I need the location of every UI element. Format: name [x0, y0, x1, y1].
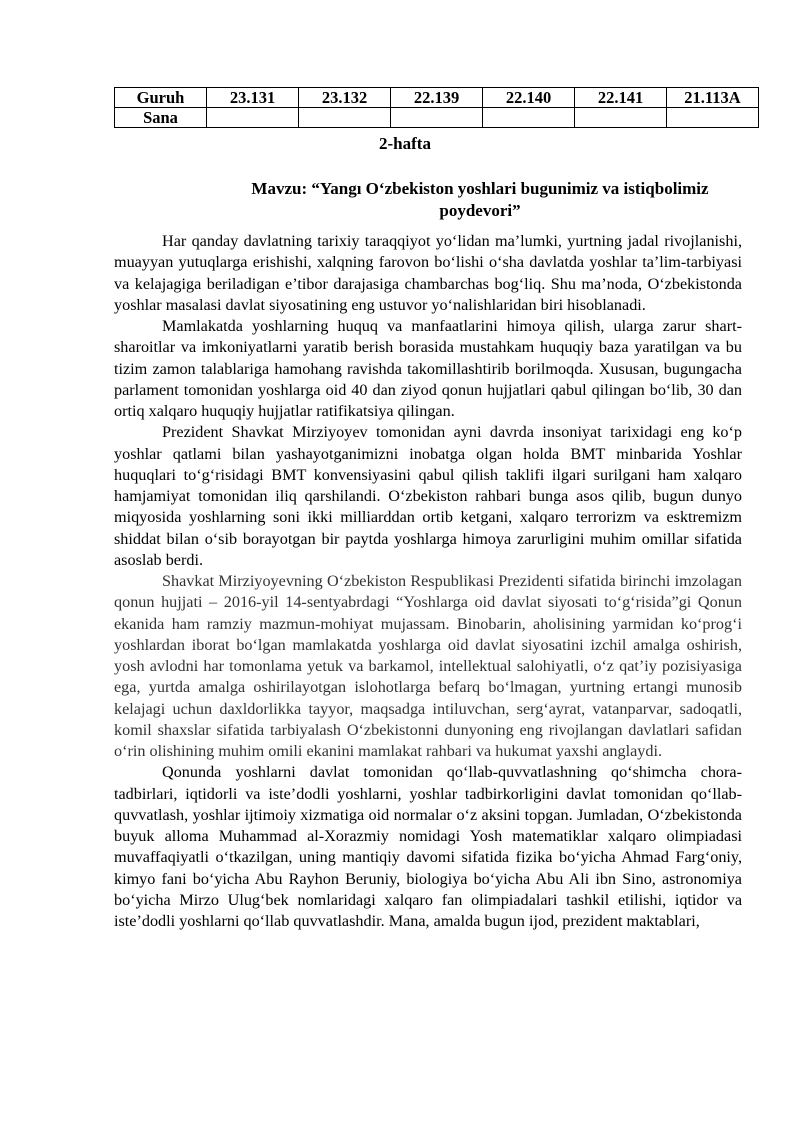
paragraph: Qonunda yoshlarni davlat tomonidan qo‘llab-quvvatlashning qo‘shimcha chora-tadbirlari, iqtidorli va iste’dodli yoshlarni, yoshlar tadbirkorligini davlat tomonidan qo‘llab-quvvatlash, yoshlar ijtimoiy xizmatiga oid normalar o‘z aksini topgan. Jumladan, O‘zbekistonda buyuk alloma Muhammad al-Xorazmiy nomidagi Yosh matematiklar xalqaro olimpiadasi muvaffaqiyatli o‘tkazilgan, uning mantiqiy davomi sifatida fizika bo‘yicha Ahmad Farg‘oniy, kimyo fani bo‘yicha Abu Rayhon Beruniy, biologiya bo‘yicha Abu Ali ibn Sino, astronomiya bo‘yicha Mirzo Ulug‘bek nomlaridagi xalqaro fan olimpiadalari tashkil etilishi, iqtidor va iste’dodli yoshlarni qo‘llab quvvatlashdir. Mana, amalda bugun ijod, prezident maktablari,: [114, 763, 742, 930]
body-text: [114, 231, 742, 932]
schedule-table: [114, 87, 759, 128]
table-cell: [207, 108, 299, 128]
topic-heading: Mavzu: “Yangı O‘zbekiston yoshlari bugunimiz va istiqbolimiz poydevori”: [251, 179, 709, 220]
table-cell: [483, 108, 575, 128]
table-row-group: [115, 88, 759, 108]
paragraph: Shavkat Mirziyoyevning O‘zbekiston Respublikasi Prezidenti sifatida birinchi imzolagan qonun hujjati – 2016-yil 14-sentyabrdagi “Yoshlarga oid davlat siyosati to‘g‘risida”gi Qonun ekanida ham ramziy mazmun-mohiyat mujassam. Binobarin, aholisining yarmidan ko‘prog‘i yoshlardan iborat bo‘lgan mamlakatda yoshlarga oid davlat siyosatini izchil amalga oshirish, yosh avlodni har tomonlama yetuk va barkamol, intellektual salohiyatli, o‘z qat’iy pozisiyasiga ega, yurtda amalga oshirilayotgan islohotlarga befarq bo‘lmagan, yurtning ertangi munosib kelajagi uchun daxldorlikka tayyor, maqsadga intiluvchan, serg‘ayrat, vatanparvar, sadoqatli, komil shaxslar sifatida tarbiyalash O‘zbekistonni dunyoning eng rivojlangan davlatlari safidan o‘rin olishining muhim omili ekanini mamlakat rahbari va hukumat yaxshi anglaydi.: [114, 572, 742, 760]
table-cell: 22.140: [483, 88, 575, 108]
table-cell: 23.131: [207, 88, 299, 108]
table-cell: 21.113A: [667, 88, 759, 108]
table-cell: 22.139: [391, 88, 483, 108]
table-cell: [575, 108, 667, 128]
table-cell: [391, 108, 483, 128]
table-row-date: [115, 108, 759, 128]
table-cell: Sana: [115, 108, 207, 128]
paragraph: Mamlakatda yoshlarning huquq va manfaatlarini himoya qilish, ularga zarur shart-sharoitlar va imkoniyatlarni yaratib berish borasida mustahkam huquqiy baza yaratilgan va bu tizim zamon talablariga hamohang ravishda takomillashtirib borilmoqda. Xususan, bugungacha parlament tomonidan yoshlarga oid 40 dan ziyod qonun hujjatlari qabul qilingan bo‘lib, 30 dan ortiq xalqaro huquqiy hujjatlar ratifikatsiya qilingan.: [114, 317, 742, 420]
table-cell: [299, 108, 391, 128]
paragraph: Prezident Shavkat Mirziyoyev tomonidan ayni davrda insoniyat tarixidagi eng ko‘p yoshlar qatlami bilan yashayotganimizni inobatga olgan holda BMT minbarida Yoshlar huquqlari to‘g‘risidagi BMT konvensiyasini qabul qilish taklifi ilgari surilgani ham xalqaro hamjamiyat tomonidan iliq qarshilandi. O‘zbekiston rahbari bunga asos qilib, bugun dunyo miqyosida yoshlarning soni ikki milliarddan ortib ketgani, xalqaro terrorizm va esktremizm shiddat bilan o‘sib borayotgan bir paytda yoshlarga himoya zarurligini muhim omillar sifatida asoslab berdi.: [114, 423, 742, 569]
table-cell: 22.141: [575, 88, 667, 108]
paragraph: Har qanday davlatning tarixiy taraqqiyot yo‘lidan ma’lumki, yurtning jadal rivojlanishi, muayyan yutuqlarga erishishi, xalqning farovon bo‘lishi o‘sha davlatda yoshlar ta’lim-tarbiyasi va kelajagiga beriladigan e’tibor darajasiga chambarchas bog‘liq. Shu ma’noda, O‘zbekistonda yoshlar masalasi davlat siyosatining eng ustuvor yo‘nalishlaridan biri hisoblanadi.: [114, 232, 742, 314]
table-cell: Guruh: [115, 88, 207, 108]
week-label: 2-hafta: [379, 134, 431, 153]
table-cell: [667, 108, 759, 128]
table-cell: 23.132: [299, 88, 391, 108]
